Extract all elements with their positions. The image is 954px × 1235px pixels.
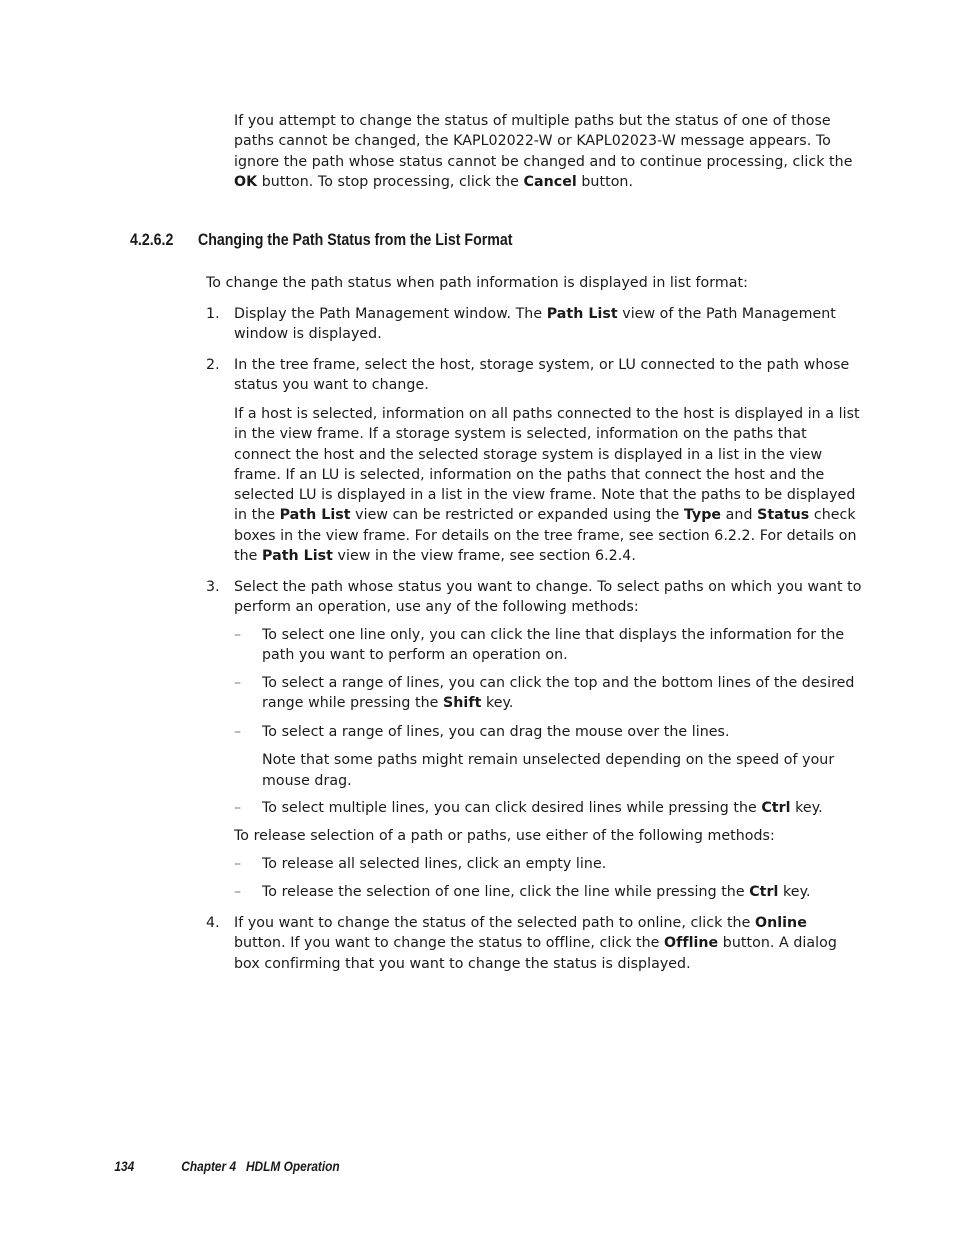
section-heading — [130, 231, 732, 250]
list-text-part: key. — [481, 695, 514, 712]
dash-bullet: – — [234, 675, 242, 691]
path-list-ref: Path List — [279, 507, 351, 524]
ctrl-key-ref: Ctrl — [749, 884, 779, 900]
list-item-text — [262, 673, 862, 714]
release-intro: To release selection of a path or paths, use either of the following methods: — [234, 828, 775, 844]
list-text-part: To select multiple lines, you can click desired lines while pressing the — [262, 800, 762, 816]
step-text-part: Display the Path Management window. The — [234, 306, 547, 322]
step-text: In the tree frame, select the host, storage system, or LU connected to the path whose status you want to change. — [234, 357, 850, 394]
list-item-text — [262, 798, 862, 818]
step-text-part: button. A dialog box confirming that you want to change the status is displayed. — [234, 935, 837, 972]
step-3 — [206, 577, 862, 618]
step-text-part: button. If you want to change the status to offline, click the — [234, 935, 665, 952]
cancel-button-ref: Cancel — [523, 173, 577, 190]
dash-bullet: – — [234, 627, 242, 643]
list-item-text: To release all selected lines, click an empty line. — [262, 856, 607, 872]
chapter-title: Chapter 4 HDLM Operation — [181, 1159, 340, 1174]
ctrl-key-ref: Ctrl — [761, 800, 791, 816]
list-item-text: To select one line only, you can click the line that displays the information for the path you want to perform an operation on. — [262, 627, 845, 664]
step-text — [234, 913, 862, 974]
lead-paragraph: To change the path status when path information is displayed in list format: — [206, 275, 748, 291]
list-item — [234, 722, 862, 791]
detail-text: If a host is selected, information on all paths connected to the host is displayed in a list in the view frame. If a storage system is selected, information on the paths that connect the host and the selected storage system is displayed in a list in the view frame. If an LU is selected, information on the paths that connect the host and the selected LU is displayed in a list in the view frame. Note that the paths to be displayed in the — [234, 406, 860, 524]
list-item — [234, 673, 862, 714]
step-1 — [206, 304, 862, 345]
dash-bullet: – — [234, 856, 242, 872]
list-item — [234, 854, 862, 874]
list-item-text — [262, 882, 862, 902]
ok-button-ref: OK — [234, 173, 258, 190]
step-number: 3. — [206, 579, 220, 595]
section-number: 4.2.6.2 — [130, 231, 174, 249]
list-text-part: key. — [778, 884, 811, 900]
step-number: 4. — [206, 915, 220, 931]
intro-text: button. — [576, 173, 634, 190]
dash-bullet: – — [234, 800, 242, 816]
detail-text: view can be restricted or expanded using the — [350, 507, 684, 524]
path-list-ref: Path List — [546, 306, 618, 322]
step-number: 1. — [206, 306, 220, 322]
step-text: Select the path whose status you want to change. To select paths on which you want to perform an operation, use any of the following methods: — [234, 579, 862, 616]
offline-button-ref: Offline — [664, 935, 719, 952]
list-item-text: To select a range of lines, you can drag the mouse over the lines. — [262, 724, 730, 740]
type-checkbox-ref: Type — [683, 507, 722, 524]
section-title: Changing the Path Status from the List Format — [197, 231, 513, 249]
detail-text: view in the view frame, see section 6.2.4. — [333, 548, 636, 565]
step-text-part: If you want to change the status of the selected path to online, click the — [234, 915, 755, 931]
step-4 — [206, 913, 862, 974]
list-item — [234, 625, 862, 666]
list-item — [234, 882, 862, 902]
shift-key-ref: Shift — [443, 695, 482, 712]
list-text-part: key. — [790, 800, 823, 816]
detail-text: check boxes in the view frame. For details on the tree frame, see section 6.2.2. For details on the — [234, 507, 857, 565]
step-number: 2. — [206, 357, 220, 373]
step-text — [234, 304, 862, 345]
list-text-part: To release the selection of one line, click the line while pressing the — [262, 884, 750, 900]
page-number: 134 — [114, 1159, 135, 1174]
dash-bullet: – — [234, 724, 242, 740]
intro-paragraph — [234, 111, 862, 192]
detail-text: and — [721, 507, 758, 524]
intro-text: If you attempt to change the status of multiple paths but the status of one of those paths cannot be changed, the KAPL02022-W or KAPL02023-W message appears. To ignore the path whose status cannot be changed and to continue processing, click the — [234, 113, 853, 170]
step-2-detail — [234, 404, 862, 566]
intro-text: button. To stop processing, click the — [257, 173, 524, 190]
online-button-ref: Online — [754, 915, 807, 931]
list-item — [234, 798, 862, 818]
list-item-note: Note that some paths might remain unselected depending on the speed of your mouse drag. — [262, 752, 835, 789]
status-checkbox-ref: Status — [757, 507, 810, 524]
dash-bullet: – — [234, 884, 242, 900]
path-list-ref: Path List — [262, 548, 333, 565]
list-text-part: To select a range of lines, you can click the top and the bottom lines of the desired range while pressing the — [262, 675, 855, 712]
step-text-part: view of the Path Management window is displayed. — [234, 306, 836, 343]
step-2 — [206, 355, 862, 396]
